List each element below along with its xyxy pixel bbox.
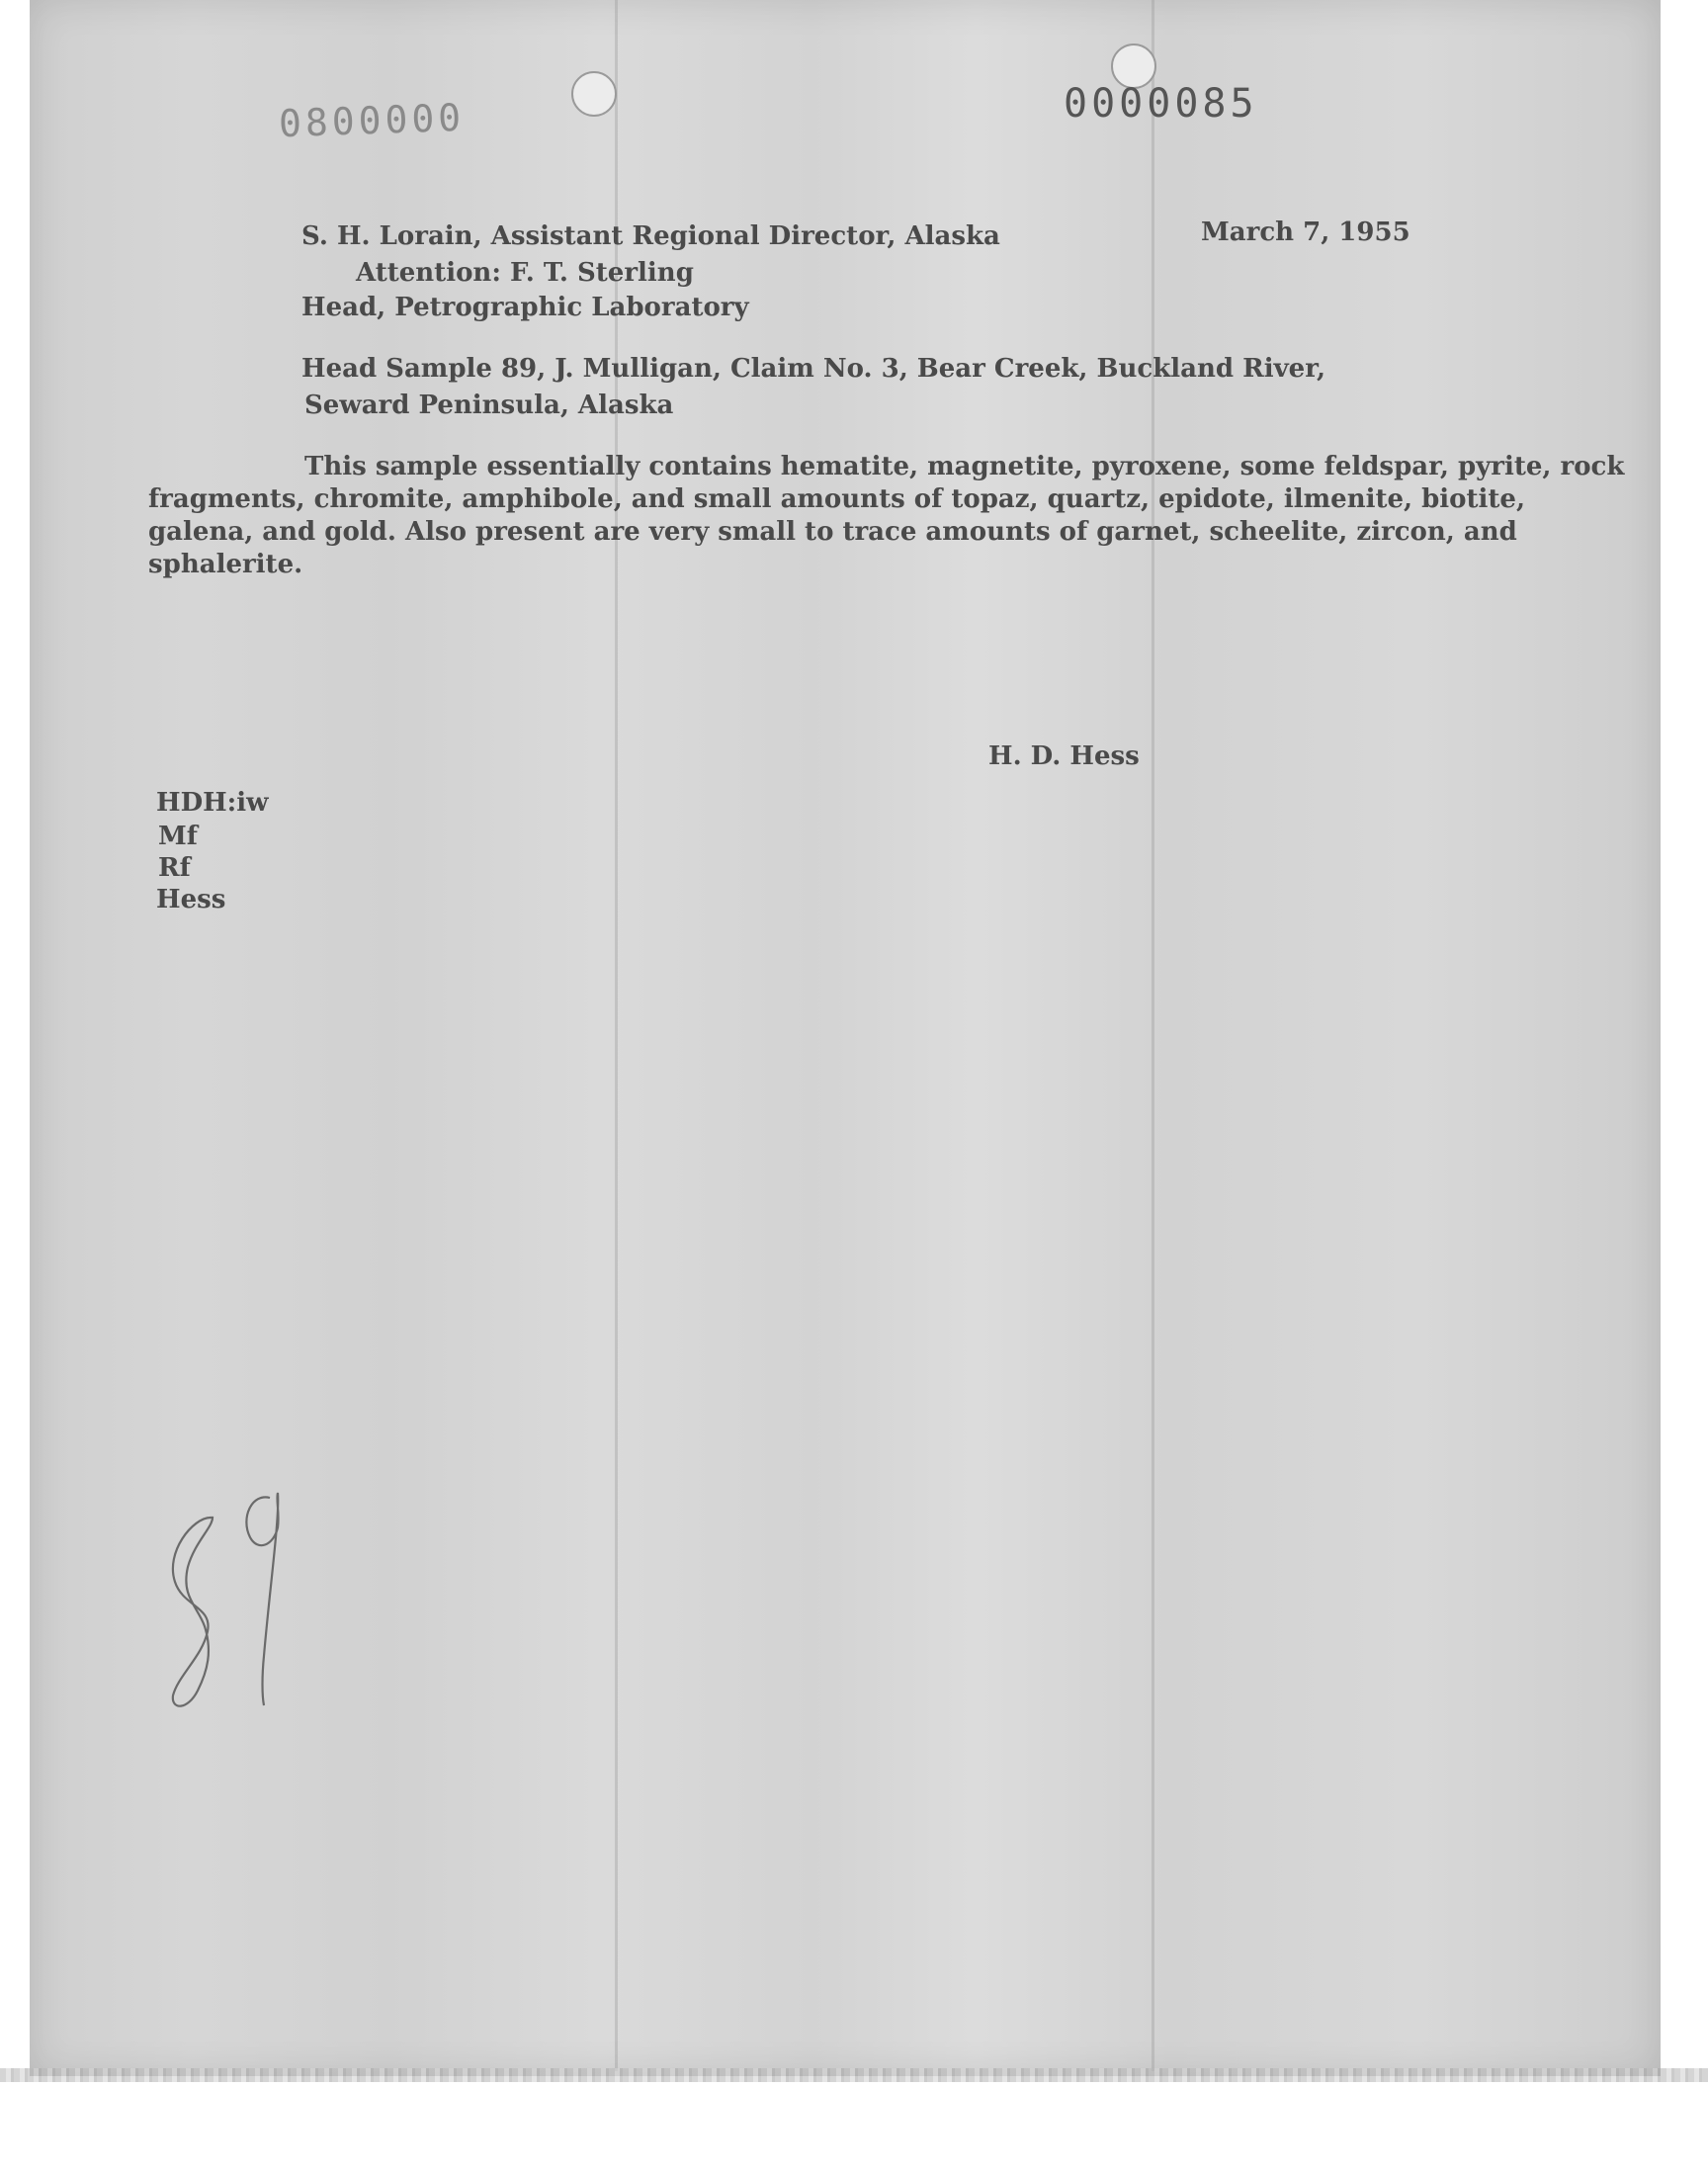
distribution-rf: Rf: [158, 853, 191, 883]
punch-hole: [571, 71, 617, 117]
handwritten-note: [153, 1458, 311, 1715]
department-line: Head, Petrographic Laboratory: [301, 293, 749, 322]
scanner-edge: [0, 2068, 1708, 2082]
body-paragraph: This sample essentially contains hematite, magnetite, pyroxene, some feldspar, pyrite, rock fragments, chromite, amphibole, and small amounts of topaz, quartz, epidote, ilmenite, biotite, galena, and gold. Also present are very small to trace amounts of garnet, scheelite, zircon, and sphalerite.: [148, 452, 1625, 579]
attention-line: Attention: F. T. Sterling: [356, 258, 694, 288]
stamp-number-right: 0000085: [1064, 81, 1258, 127]
paper-fold: [1152, 0, 1154, 2071]
recipient-line: S. H. Lorain, Assistant Regional Director, Alaska: [301, 221, 1000, 251]
subject-line-1: Head Sample 89, J. Mulligan, Claim No. 3, Bear Creek, Buckland River,: [301, 354, 1326, 384]
distribution-hess: Hess: [156, 885, 226, 914]
signature: H. D. Hess: [988, 741, 1140, 771]
stamp-number-left: 0800000: [278, 95, 466, 146]
reference-initials: HDH:iw: [156, 788, 269, 818]
distribution-mf: Mf: [158, 822, 198, 851]
paper-sheet: [30, 0, 1661, 2076]
subject-line-2: Seward Peninsula, Alaska: [304, 391, 674, 420]
date: March 7, 1955: [1201, 218, 1410, 247]
